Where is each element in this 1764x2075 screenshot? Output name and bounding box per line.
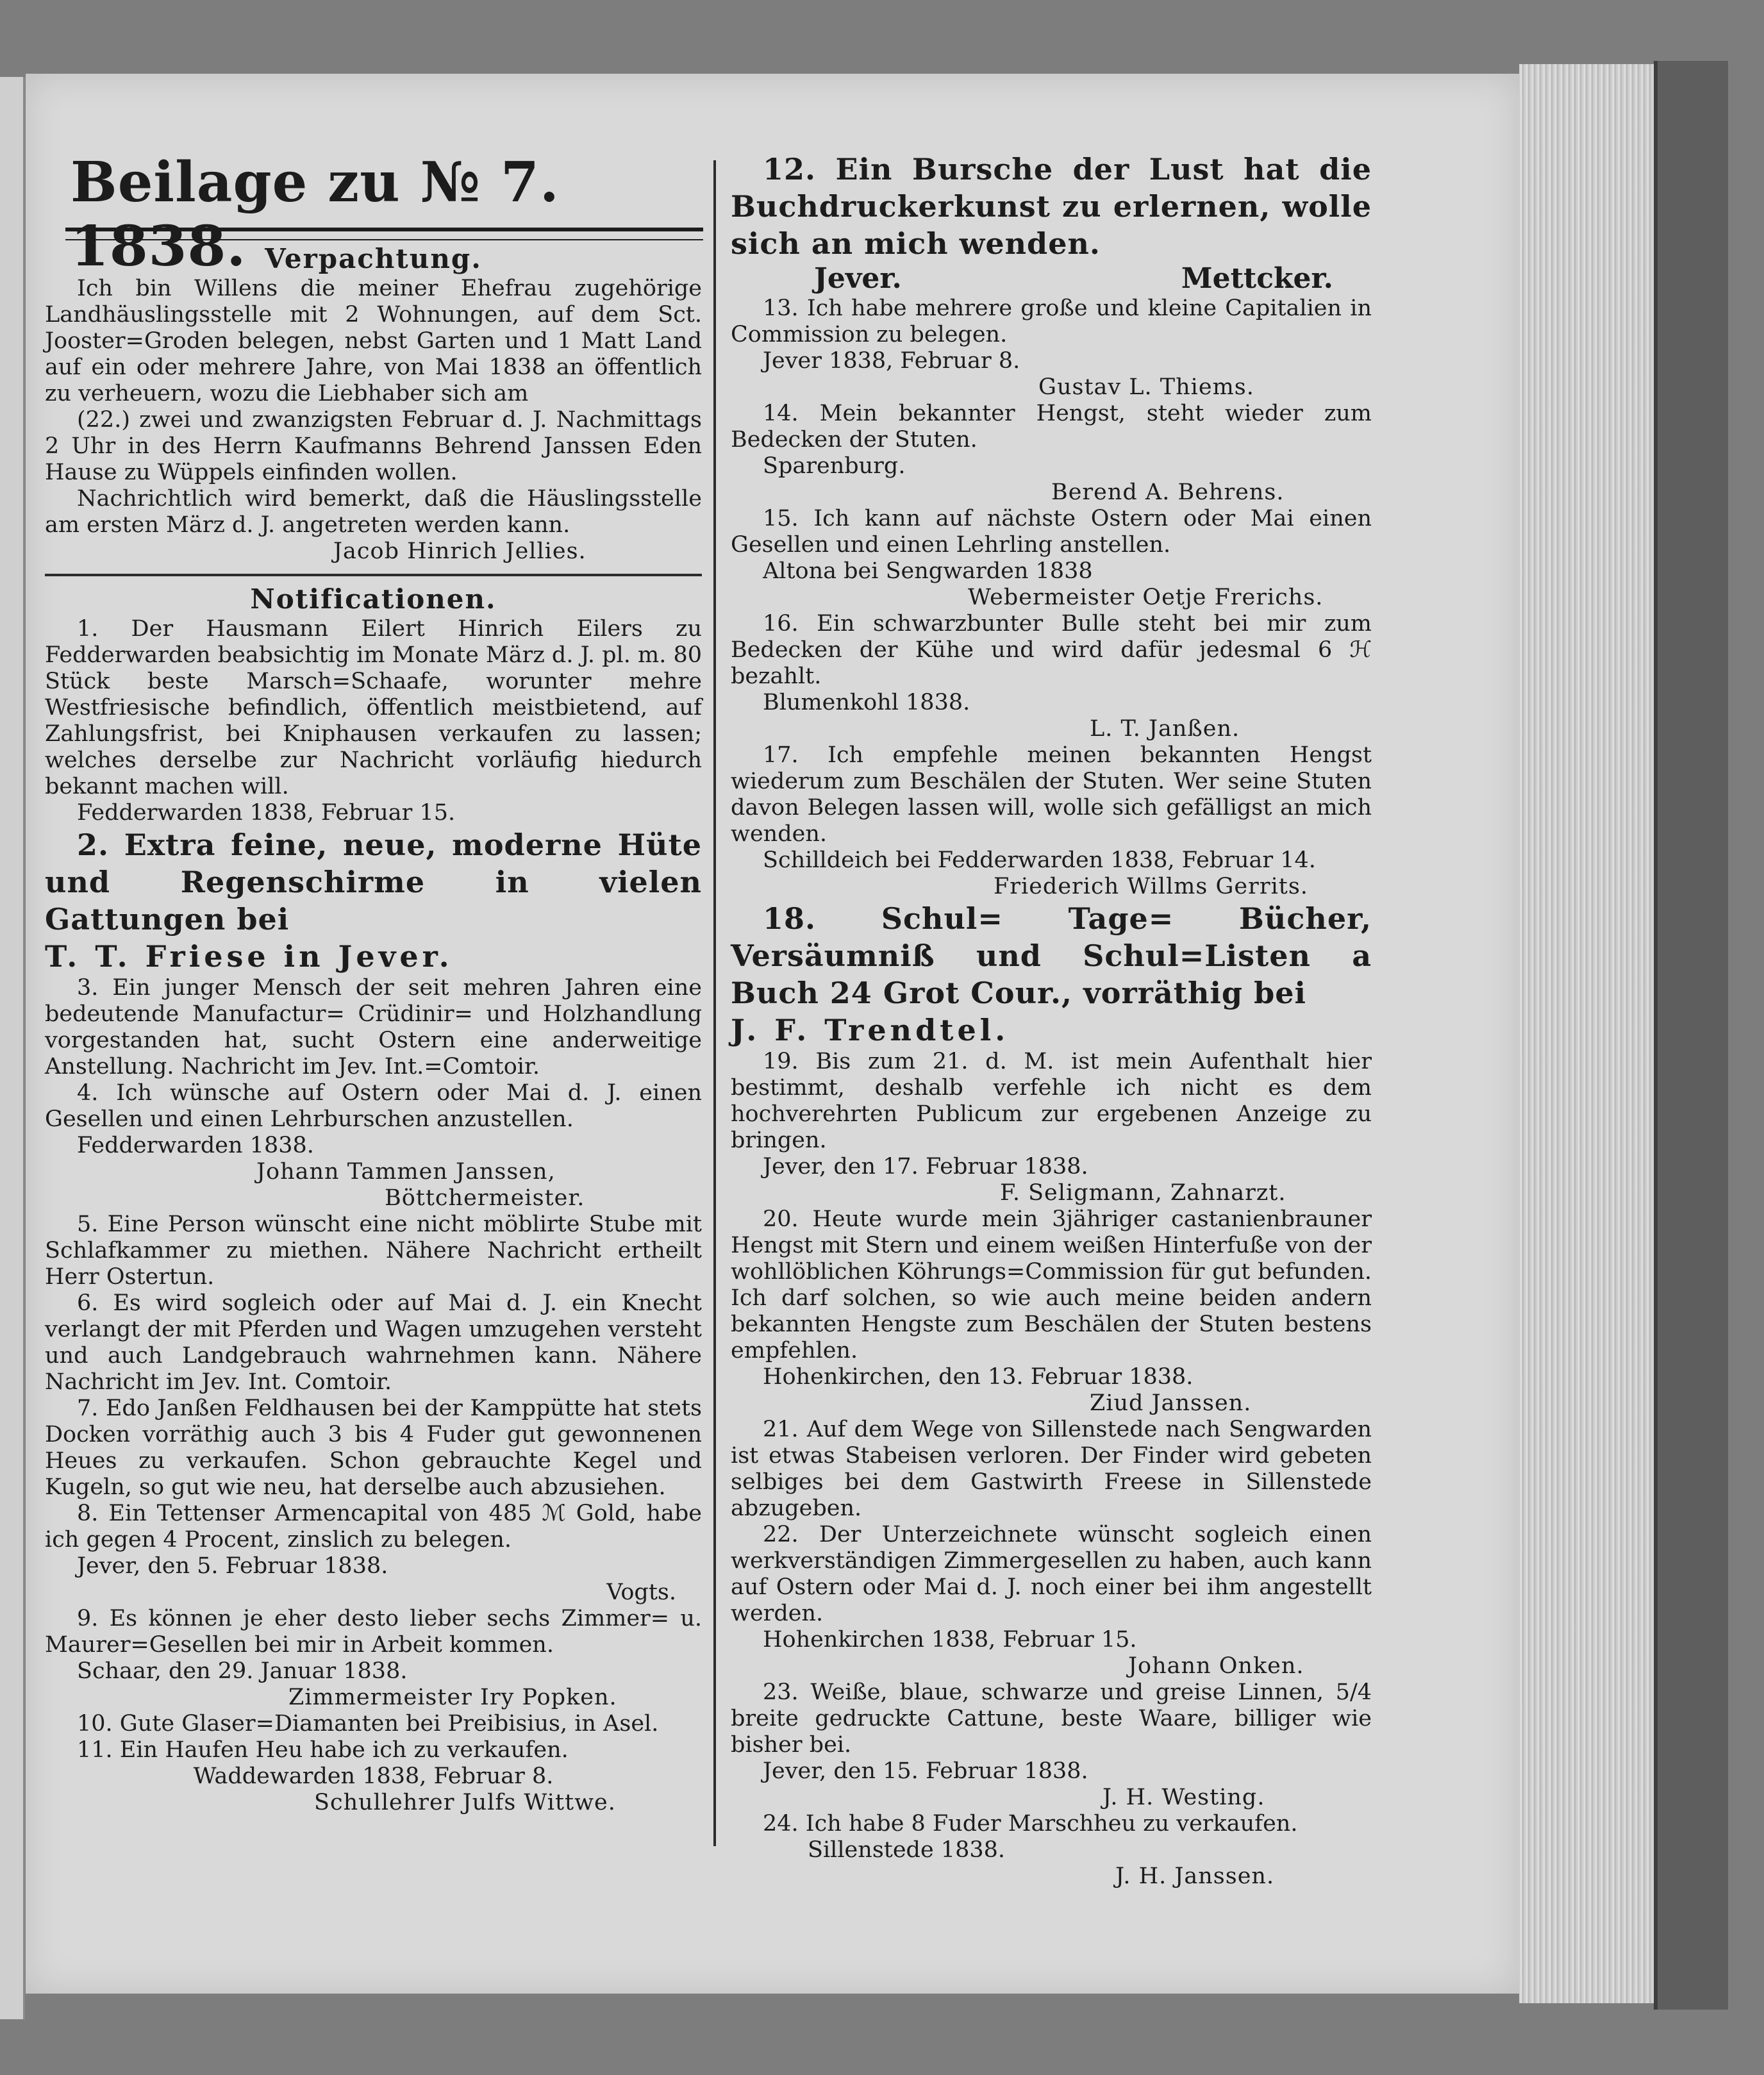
- notice-19: 19. Bis zum 21. d. M. ist mein Aufenthalt hier bestimmt, deshalb verfehle ich nicht es dem hochverehrten Publicum zur ergebenen Anzeige zu bringen.: [731, 1049, 1372, 1153]
- notice-23-signature: J. H. Westing.: [1102, 1785, 1265, 1810]
- notice-9-place: Schaar, den 29. Januar 1838.: [77, 1658, 408, 1684]
- notice-15: 15. Ich kann auf nächste Ostern oder Mai einen Gesellen und einen Lehrling anstellen.: [731, 506, 1372, 558]
- notice-11-signature: Schullehrer Julfs Wittwe.: [314, 1790, 616, 1815]
- section-rule: [45, 574, 702, 576]
- notice-14-signature: Berend A. Behrens.: [1051, 479, 1285, 505]
- notice-14: 14. Mein bekannter Hengst, steht wieder zum Bedecken der Stuten.: [731, 401, 1372, 453]
- notice-15-place: Altona bei Sengwarden 1838: [763, 558, 1093, 584]
- notice-14-place: Sparenburg.: [763, 453, 906, 479]
- notice-12-place: Jever.: [814, 262, 902, 295]
- notice-19-signature: F. Seligmann, Zahnarzt.: [1000, 1180, 1286, 1206]
- notice-12-footer: [731, 262, 1372, 296]
- lease-text-2: (22.) zwei und zwanzigsten Februar d. J. Nachmittags 2 Uhr in des Herrn Kaufmanns Behrend Janssen Eden Hause zu Wüppels einfinden wollen.: [45, 407, 702, 485]
- notice-20-place: Hohenkirchen, den 13. Februar 1838.: [763, 1364, 1194, 1390]
- notice-17-signature: Friederich Willms Gerrits.: [994, 874, 1308, 899]
- notice-13-place: Jever 1838, Februar 8.: [763, 348, 1020, 374]
- notice-4: 4. Ich wünsche auf Ostern oder Mai d. J. einen Gesellen und einen Lehrburschen anzustellen.: [45, 1080, 702, 1132]
- notice-5: 5. Eine Person wünscht eine nicht möblirte Stube mit Schlafkammer zu miethen. Nähere Nachricht ertheilt Herr Ostertun.: [45, 1212, 702, 1290]
- notice-23-place: Jever, den 15. Februar 1838.: [763, 1758, 1088, 1784]
- notice-3: 3. Ein junger Mensch der seit mehren Jahren eine bedeutende Manufactur= Crüdinir= und Holzhandlung vorgestanden hat, sucht Ostern eine anderweitige Anstellung. Nachricht im Jev. Int.=Comtoir.: [45, 975, 702, 1079]
- notice-4-title: Böttchermeister.: [385, 1185, 585, 1211]
- masthead-rule: [65, 228, 703, 240]
- notice-20: 20. Heute wurde mein 3jähriger castanienbrauner Hengst mit Stern und einem weißen Hinterfuße von der wohllöblichen Köhrungs=Commission für gut befunden. Ich darf solchen, so wie auch meine beiden andern bekannten Hengste zum Beschälen der Stuten bestens empfehlen.: [731, 1206, 1372, 1363]
- notice-7: 7. Edo Janßen Feldhausen bei der Kamppütte hat stets Docken vorräthig auch 3 bis 4 Fuder gut gewonnenen Heues zu verkaufen. Schon gebrauchte Kegel und Kugeln, so gut wie neu, hat derselbe auch abzusiehen.: [45, 1396, 702, 1500]
- column-divider: [713, 160, 716, 1846]
- notice-17: 17. Ich empfehle meinen bekannten Hengst wiederum zum Beschälen der Stuten. Wer seine Stuten davon Belegen lassen will, wolle sich gefälligst an mich wenden.: [731, 742, 1372, 847]
- book-cover: [1654, 61, 1728, 2010]
- notice-13-signature: Gustav L. Thiems.: [1038, 374, 1254, 400]
- page-stack-edge: [1519, 64, 1654, 2003]
- lease-signature: Jacob Hinrich Jellies.: [333, 538, 587, 564]
- notice-2-ad: 2. Extra feine, neue, moderne Hüte und Regenschirme in vielen Gattungen bei: [45, 828, 702, 937]
- notice-12-ad: 12. Ein Bursche der Lust hat die Buchdruckerkunst zu erlernen, wolle sich an mich wenden.: [731, 152, 1372, 261]
- notice-22: 22. Der Unterzeichnete wünscht sogleich einen werkverständigen Zimmergesellen zu haben, auch kann auf Ostern oder Mai d. J. noch einer bei ihm angestellt werden.: [731, 1522, 1372, 1626]
- notice-24-signature: J. H. Janssen.: [1115, 1863, 1275, 1889]
- notice-20-signature: Ziud Janssen.: [1090, 1390, 1252, 1416]
- notice-1: 1. Der Hausmann Eilert Hinrich Eilers zu Fedderwarden beabsichtig im Monate März d. J. pl. m. 80 Stück beste Marsch=Schaafe, worunter mehre Westfriesische befindlich, öffentlich meistbietend, auf Zahlungsfrist, bei Kniphausen verkaufen zu lassen; welches derselbe zur Nachricht vorläufig hiedurch bekannt machen will.: [45, 616, 702, 799]
- notice-1-place: Fedderwarden 1838, Februar 15.: [77, 800, 456, 826]
- notice-18-merchant: J. F. Trendtel.: [731, 1013, 1010, 1047]
- lease-heading: Verpachtung.: [265, 243, 482, 274]
- notice-11: 11. Ein Haufen Heu habe ich zu verkaufen.: [77, 1737, 569, 1763]
- notice-12-signature: Mettcker.: [1181, 262, 1333, 295]
- notice-24-place: Sillenstede 1838.: [808, 1837, 1005, 1863]
- notice-19-place: Jever, den 17. Februar 1838.: [763, 1154, 1088, 1179]
- notice-16-place: Blumenkohl 1838.: [763, 690, 970, 715]
- notice-21: 21. Auf dem Wege von Sillenstede nach Sengwarden ist etwas Stabeisen verloren. Der Finder wird gebeten selbiges bei dem Gastwirth Freese in Sillenstede abzugeben.: [731, 1417, 1372, 1521]
- lease-text-3: Nachrichtlich wird bemerkt, daß die Häuslingsstelle am ersten März d. J. angetreten werden kann.: [45, 486, 702, 538]
- previous-page-edge: [0, 77, 25, 2019]
- notice-9: 9. Es können je eher desto lieber sechs Zimmer= u. Maurer=Gesellen bei mir in Arbeit kommen.: [45, 1606, 702, 1658]
- notice-4-place: Fedderwarden 1838.: [77, 1133, 314, 1158]
- notices-heading: Notificationen.: [250, 583, 497, 615]
- notice-17-place: Schilldeich bei Fedderwarden 1838, Februar 14.: [763, 847, 1316, 873]
- notice-13: 13. Ich habe mehrere große und kleine Capitalien in Commission zu belegen.: [731, 296, 1372, 347]
- notice-8-place: Jever, den 5. Februar 1838.: [77, 1553, 388, 1579]
- notice-10: 10. Gute Glaser=Diamanten bei Preibisius, in Asel.: [77, 1711, 659, 1737]
- notice-22-signature: Johann Onken.: [1128, 1653, 1304, 1679]
- notice-2-merchant: T. T. Friese in Jever.: [45, 939, 453, 974]
- notice-23: 23. Weiße, blaue, schwarze und greise Linnen, 5/4 breite gedruckte Cattune, beste Waare, billiger wie bisher bei.: [731, 1679, 1372, 1758]
- notice-9-signature: Zimmermeister Iry Popken.: [288, 1685, 617, 1710]
- notice-18-ad: 18. Schul= Tage= Bücher, Versäumniß und Schul=Listen a Buch 24 Grot Cour., vorräthig bei: [731, 901, 1372, 1010]
- notice-16-signature: L. T. Janßen.: [1090, 716, 1240, 742]
- notice-15-signature: Webermeister Oetje Frerichs.: [968, 585, 1324, 610]
- notice-6: 6. Es wird sogleich oder auf Mai d. J. ein Knecht verlangt der mit Pferden und Wagen umzugehen versteht und auch Landgebrauch wahrnehmen kann. Nähere Nachricht im Jev. Int. Comtoir.: [45, 1290, 702, 1395]
- notice-16: 16. Ein schwarzbunter Bulle steht bei mir zum Bedecken der Kühe und wird dafür jedesmal 6 ℋ bezahlt.: [731, 611, 1372, 689]
- notice-22-place: Hohenkirchen 1838, Februar 15.: [763, 1627, 1137, 1653]
- notice-24: 24. Ich habe 8 Fuder Marschheu zu verkaufen.: [763, 1811, 1298, 1837]
- lease-text-1: Ich bin Willens die meiner Ehefrau zugehörige Landhäuslingsstelle mit 2 Wohnungen, auf dem Sct. Jooster=Groden belegen, nebst Garten und 1 Matt Land auf ein oder mehrere Jahre, von Mai 1838 an öffentlich zu verheuern, wozu die Liebhaber sich am: [45, 276, 702, 406]
- notice-8-signature: Vogts.: [606, 1579, 676, 1605]
- masthead-title: Beilage zu № 7. 1838.: [71, 150, 560, 279]
- notice-4-signature: Johann Tammen Janssen,: [256, 1159, 556, 1185]
- notice-11-place: Waddewarden 1838, Februar 8.: [193, 1763, 554, 1789]
- left-column: [45, 242, 702, 1816]
- right-column: [731, 151, 1372, 1890]
- notice-8: 8. Ein Tettenser Armencapital von 485 ℳ Gold, habe ich gegen 4 Procent, zinslich zu belegen.: [45, 1501, 702, 1553]
